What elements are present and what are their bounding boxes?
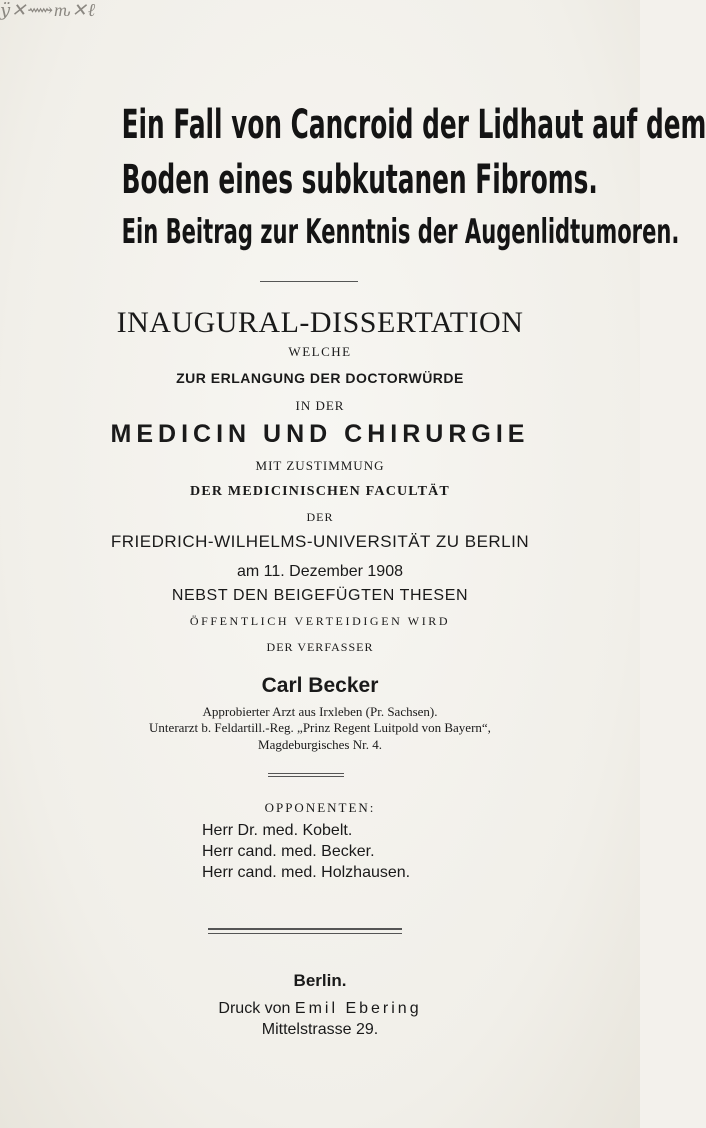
title-line-2: Boden eines subkutanen Fibroms. [121, 157, 598, 203]
author-affiliation-2: Unterarzt b. Feldartill.-Reg. „Prinz Regent Luitpold von Bayern“, [149, 720, 491, 735]
faculty-line: DER MEDICINISCHEN FACULTÄT [190, 484, 450, 499]
author-name: Carl Becker [261, 674, 379, 697]
der-line: DER [306, 510, 334, 524]
divider-rule-middle-a [268, 773, 344, 774]
title-line-2-wrap [0, 155, 640, 205]
oeffentlich-line: ÖFFENTLICH VERTEIDIGEN WIRD [189, 614, 451, 628]
author-affiliation-3: Magdeburgisches Nr. 4. [258, 737, 382, 752]
opponent-item: Herr cand. med. Becker. [202, 843, 375, 860]
welche-line: WELCHE [288, 344, 352, 359]
divider-rule-bottom-b [208, 933, 402, 934]
title-line-3-wrap [0, 210, 680, 254]
title-line-1: Ein Fall von Cancroid der Lidhaut auf dem [121, 102, 706, 148]
imprint-address: Mittelstrasse 29. [261, 1021, 379, 1038]
divider-rule-middle-b [268, 776, 344, 777]
zur-erlangung-line: ZUR ERLANGUNG DER DOCTORWÜRDE [176, 370, 464, 386]
verfasser-line: DER VERFASSER [266, 640, 374, 654]
handwritten-scribble: ÿ✕⟿ԏ✕ℓ [0, 0, 97, 21]
dissertation-heading: INAUGURAL-DISSERTATION [116, 306, 524, 339]
opponent-item: Herr Dr. med. Kobelt. [202, 822, 353, 839]
opponent-item: Herr cand. med. Holzhausen. [202, 864, 411, 881]
printer-name: Emil Ebering [294, 1000, 422, 1017]
mit-zustimmung-line: MIT ZUSTIMMUNG [255, 458, 385, 473]
field-of-study: MEDICIN UND CHIRURGIE [110, 420, 530, 448]
defense-date: am 11. Dezember 1908 [236, 563, 403, 580]
druck-von-label: Druck von [218, 1000, 291, 1017]
title-line-3: Ein Beitrag zur Kenntnis der Augenlidtumoren. [121, 212, 680, 252]
imprint-printer-line [0, 1000, 640, 1018]
university-line: FRIEDRICH-WILHELMS-UNIVERSITÄT ZU BERLIN [110, 532, 530, 551]
title-line-1-wrap [0, 100, 706, 150]
opponents-list [202, 820, 522, 883]
in-der-line: IN DER [295, 398, 345, 413]
nebst-thesen-line: NEBST DEN BEIGEFÜGTEN THESEN [171, 587, 469, 604]
author-affiliation-1: Approbierter Arzt aus Irxleben (Pr. Sachsen). [202, 704, 438, 719]
imprint-city: Berlin. [293, 971, 347, 990]
opponents-heading: OPPONENTEN: [264, 800, 376, 815]
divider-rule-bottom-a [208, 928, 402, 930]
divider-rule-top [260, 281, 358, 282]
